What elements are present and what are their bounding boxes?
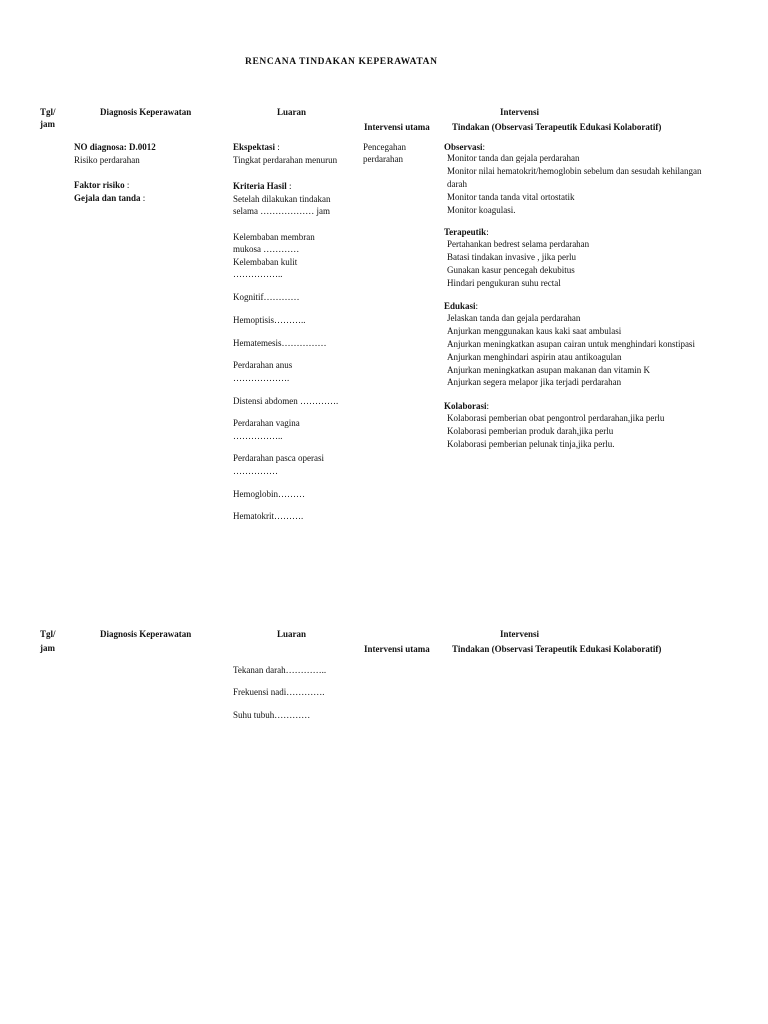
vital-sign-item: Tekanan darah………….. xyxy=(233,665,327,675)
terapeutik-item: Pertahankan bedrest selama perdarahan xyxy=(447,239,590,249)
header-luaran-2: Luaran xyxy=(277,629,307,639)
header-intervensi-2: Intervensi xyxy=(500,629,539,639)
terapeutik-item: Gunakan kasur pencegah dekubitus xyxy=(447,264,575,275)
intervensi-utama-line-1: Pencegahan xyxy=(363,142,406,152)
luaran-item: Hemoglobin……… xyxy=(233,489,305,499)
terapeutik-item: Batasi tindakan invasive , jika perlu xyxy=(447,251,576,262)
ekspektasi-row xyxy=(233,141,280,154)
luaran-item: Perdarahan vagina xyxy=(233,418,300,428)
edukasi-item: Anjurkan meningkatkan asupan cairan untuk menghindari konstipasi xyxy=(447,338,695,349)
luaran-item: Perdarahan pasca operasi xyxy=(233,453,324,463)
observasi-item: darah xyxy=(447,178,467,189)
observasi-label: Observasi xyxy=(444,142,483,152)
kolaborasi-heading: Kolaborasi: xyxy=(444,401,490,411)
kriteria-line-2: selama ……………… jam xyxy=(233,206,330,216)
header-jam: jam xyxy=(40,119,55,129)
luaran-item: Hematemesis…………… xyxy=(233,338,327,348)
diagnosis-number: NO diagnosa: D.0012 xyxy=(74,142,156,152)
ekspektasi-label: Ekspektasi xyxy=(233,142,276,152)
gejala-tanda xyxy=(74,192,145,205)
edukasi-heading: Edukasi: xyxy=(444,301,479,311)
luaran-item: Kelembaban kulit xyxy=(233,257,298,267)
luaran-item: …………….. xyxy=(233,431,283,441)
luaran-item: Hematokrit………. xyxy=(233,511,304,521)
header-tgl: Tgl/ xyxy=(40,107,56,117)
kolaborasi-list xyxy=(447,412,664,451)
faktor-risiko-sep: : xyxy=(124,180,130,190)
observasi-list xyxy=(447,152,701,216)
observasi-heading: Observasi: xyxy=(444,142,486,152)
gejala-tanda-sep: : xyxy=(140,193,146,203)
observasi-item: Monitor tanda tanda vital ortostatik xyxy=(447,191,575,202)
header-diagnosis-2: Diagnosis Keperawatan xyxy=(100,629,192,639)
header-luaran: Luaran xyxy=(277,107,307,117)
edukasi-item: Anjurkan menggunakan kaus kaki saat ambulasi xyxy=(447,325,622,336)
kriteria-line-1: Setelah dilakukan tindakan xyxy=(233,194,331,204)
header-tindakan-2: Tindakan (Observasi Terapeutik Edukasi Kolaboratif) xyxy=(452,644,662,654)
ekspektasi-value: Tingkat perdarahan menurun xyxy=(233,155,338,165)
luaran-item: mukosa ………… xyxy=(233,244,300,254)
terapeutik-heading: Terapeutik: xyxy=(444,227,489,237)
edukasi-label: Edukasi xyxy=(444,301,476,311)
luaran-item: ………………. xyxy=(233,373,290,383)
header-intervensi: Intervensi xyxy=(500,107,539,117)
terapeutik-item: Hindari pengukuran suhu rectal xyxy=(447,277,561,288)
header-diagnosis: Diagnosis Keperawatan xyxy=(100,107,192,117)
edukasi-item: Anjurkan meningkatkan asupan makanan dan vitamin K xyxy=(447,364,650,375)
vital-sign-item: Suhu tubuh………… xyxy=(233,710,311,720)
vital-sign-item: Frekuensi nadi…………. xyxy=(233,687,325,697)
kriteria-sep: : xyxy=(286,181,292,191)
header-intervensi-utama-2: Intervensi utama xyxy=(364,644,430,654)
edukasi-list xyxy=(447,312,695,389)
faktor-risiko-label: Faktor risiko xyxy=(74,180,125,190)
kriteria-row xyxy=(233,180,292,193)
header-tgl-2: Tgl/ xyxy=(40,629,56,639)
intervensi-utama-line-2: perdarahan xyxy=(363,154,403,164)
faktor-risiko xyxy=(74,179,129,192)
kolaborasi-item: Kolaborasi pemberian pelunak tinja,jika perlu. xyxy=(447,438,615,449)
document-title: RENCANA TINDAKAN KEPERAWATAN xyxy=(245,57,438,67)
kolaborasi-label: Kolaborasi xyxy=(444,401,487,411)
luaran-item: …………….. xyxy=(233,269,283,279)
header-jam-2: jam xyxy=(40,643,55,653)
header-tindakan: Tindakan (Observasi Terapeutik Edukasi Kolaboratif) xyxy=(452,122,662,132)
kolaborasi-item: Kolaborasi pemberian produk darah,jika perlu xyxy=(447,425,614,436)
luaran-item: Kelembaban membran xyxy=(233,232,315,242)
terapeutik-list xyxy=(447,238,589,290)
gejala-tanda-label: Gejala dan tanda xyxy=(74,193,141,203)
luaran-item: Perdarahan anus xyxy=(233,360,293,370)
luaran-item: Distensi abdomen …………. xyxy=(233,396,339,406)
kolaborasi-item: Kolaborasi pemberian obat pengontrol perdarahan,jika perlu xyxy=(447,413,665,423)
observasi-item: Monitor tanda dan gejala perdarahan xyxy=(447,153,580,163)
diagnosis-name: Risiko perdarahan xyxy=(74,155,140,165)
observasi-item: Monitor koagulasi. xyxy=(447,204,516,215)
kriteria-label: Kriteria Hasil xyxy=(233,181,287,191)
observasi-item: Monitor nilai hematokrit/hemoglobin sebelum dan sesudah kehilangan xyxy=(447,165,702,176)
header-intervensi-utama: Intervensi utama xyxy=(364,122,430,132)
edukasi-item: Anjurkan menghindari aspirin atau antikoagulan xyxy=(447,351,622,362)
luaran-item: Kognitif………… xyxy=(233,292,300,302)
luaran-item: Hemoptisis……….. xyxy=(233,315,306,325)
luaran-item: …………… xyxy=(233,466,278,476)
ekspektasi-sep: : xyxy=(275,142,280,152)
terapeutik-label: Terapeutik xyxy=(444,227,487,237)
edukasi-item: Anjurkan segera melapor jika terjadi perdarahan xyxy=(447,377,622,388)
edukasi-item: Jelaskan tanda dan gejala perdarahan xyxy=(447,313,581,323)
